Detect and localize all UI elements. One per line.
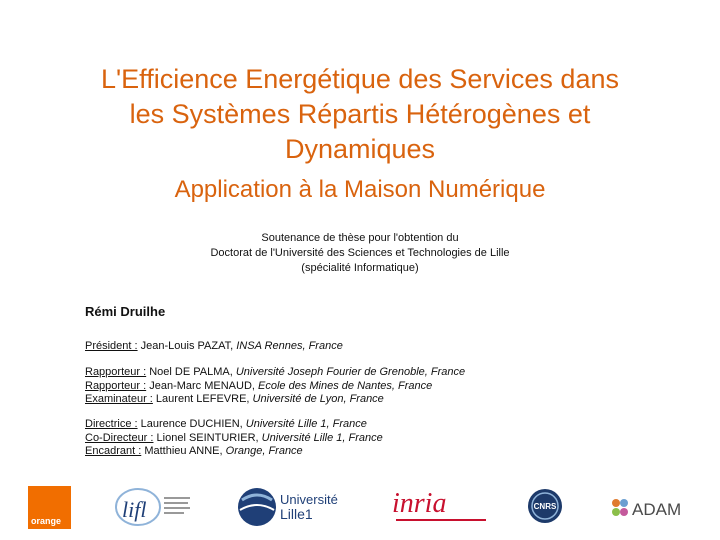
- jury-affiliation: INSA Rennes, France: [236, 340, 343, 352]
- jury-row-director: [85, 418, 383, 432]
- adam-logo-dot: [620, 499, 628, 507]
- jury-member-name: Jean-Louis PAZAT,: [137, 340, 237, 352]
- jury-role: Encadrant :: [85, 445, 142, 457]
- jury-affiliation: Université de Lyon, France: [252, 393, 384, 405]
- jury-affiliation: Université Lille 1, France: [261, 431, 383, 444]
- jury-role: Directrice :: [85, 418, 138, 430]
- adam-logo: [610, 494, 690, 524]
- jury-affiliation: Université Lille 1, France: [245, 418, 367, 430]
- jury-president-block: [85, 340, 343, 354]
- jury-role: Rapporteur :: [85, 379, 147, 392]
- inria-logo-caption-line: [396, 519, 486, 521]
- lifl-logo-caption-line: [164, 502, 188, 504]
- lifl-logo-caption-line: [164, 507, 190, 509]
- jury-member-name: Jean-Marc MENAUD,: [146, 379, 259, 392]
- jury-supervisors-block: [85, 418, 383, 459]
- jury-role: Rapporteur :: [85, 366, 147, 378]
- jury-row-president: [85, 340, 343, 354]
- jury-role: Examinateur :: [85, 393, 153, 405]
- adam-logo-text: ADAM: [632, 500, 682, 519]
- jury-affiliation: Ecole des Mines de Nantes, France: [258, 379, 433, 392]
- jury-affiliation: Orange, France: [225, 445, 303, 457]
- adam-logo-dot: [612, 499, 620, 507]
- jury-row-supervisor: [85, 445, 383, 459]
- jury-row-co-director: [85, 432, 383, 446]
- jury-member-name: Laurence DUCHIEN,: [137, 418, 246, 430]
- jury-row-reporter-2: [85, 380, 465, 394]
- title-line-1: L'Efficience Energétique des Services dans: [101, 64, 619, 94]
- jury-reporters-block: [85, 366, 465, 407]
- adam-logo-dot: [612, 508, 620, 516]
- author-name: Rémi Druilhe: [85, 304, 166, 319]
- defense-line-3: (spécialité Informatique): [301, 262, 419, 274]
- jury-member-name: Noel DE PALMA,: [146, 366, 236, 378]
- jury-member-name: Laurent LEFEVRE,: [152, 393, 253, 405]
- universite-lille1-logo: [236, 486, 346, 530]
- lifl-logo-caption-line: [164, 497, 190, 499]
- cnrs-logo: [526, 486, 564, 526]
- orange-logo: [28, 486, 71, 529]
- title-line-2: les Systèmes Répartis Hétérogènes et: [129, 99, 591, 129]
- jury-role: Président :: [85, 340, 138, 352]
- defense-line-2: Doctorat de l'Université des Sciences et Technologies de Lille: [210, 247, 510, 259]
- jury-row-reporter-1: [85, 366, 465, 380]
- title-line-3: Dynamiques: [284, 134, 436, 164]
- lifl-logo-caption-line: [164, 512, 184, 514]
- jury-member-name: Lionel SEINTURIER,: [153, 431, 262, 444]
- orange-logo-text: orange: [31, 516, 62, 526]
- jury-role: Co-Directeur :: [85, 431, 154, 444]
- jury-affiliation: Université Joseph Fourier de Grenoble, France: [235, 366, 466, 378]
- jury-member-name: Matthieu ANNE,: [141, 445, 226, 457]
- inria-logo: [386, 484, 492, 528]
- jury-row-examiner: [85, 393, 465, 407]
- thesis-title: [20, 62, 700, 167]
- cnrs-logo-text: CNRS: [533, 502, 557, 511]
- lifl-logo: [112, 485, 192, 529]
- lille-logo-text-bottom: Lille1: [280, 506, 313, 522]
- thesis-subtitle: Application à la Maison Numérique: [174, 176, 546, 203]
- lifl-logo-text: lifl: [122, 497, 147, 522]
- lille-logo-text-top: Université: [280, 492, 338, 507]
- defense-info: [150, 231, 570, 276]
- adam-logo-dot: [620, 508, 628, 516]
- inria-logo-text: inria: [392, 488, 447, 519]
- defense-line-1: Soutenance de thèse pour l'obtention du: [261, 232, 459, 244]
